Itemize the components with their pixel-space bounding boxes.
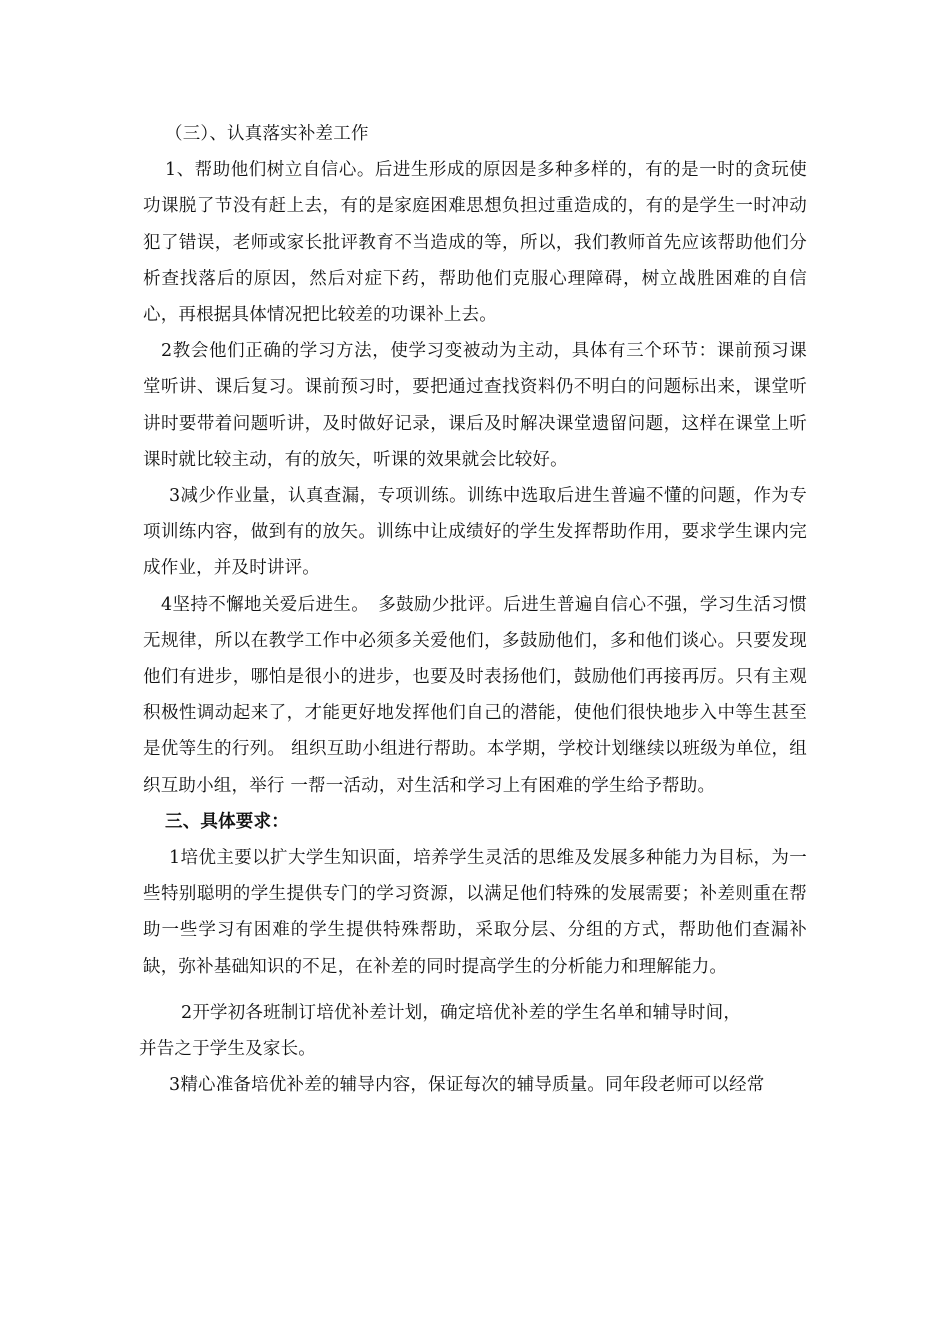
- section-heading: （三）、认真落实补差工作: [165, 124, 369, 144]
- paragraph-requirement-2-line-1: 2开学初各班制订培优补差计划，确定培优补差的学生名单和辅导时间，: [181, 1002, 742, 1023]
- paragraph-requirement-3: 3精心准备培优补差的辅导内容，保证每次的辅导质量。同年段老师可以经常: [169, 1075, 765, 1096]
- document-body: [139, 116, 807, 1103]
- main-heading: 三、具体要求：: [165, 811, 289, 832]
- paragraph-requirement-1: 1培优主要以扩大学生知识面，培养学生灵活的思维及发展多种能力为目标，为一些特别聪明的学生提供专门的学习资源，以满足他们特殊的发展需要；补差则重在帮助一些学习有困难的学生提供特殊帮助，采取分层、分组的方式，帮助他们查漏补缺，弥补基础知识的不足，在补差的同时提高学生的分析能力和理解能力。: [143, 848, 807, 977]
- paragraph-care-students: 4坚持不懈地关爱后进生。 多鼓励少批评。后进生普遍自信心不强，学习生活习惯无规律，所以在教学工作中必须多关爱他们，多鼓励他们，多和他们谈心。只要发现他们有进步，哪怕是很小的进步，也要及时表扬他们，鼓励他们再接再厉。只有主观积极性调动起来了，才能更好地发挥他们自己的潜能，使他们很快地步入中等生甚至是优等生的行列。 组织互助小组进行帮助。本学期，学校计划继续以班级为单位，组织互助小组，举行 一帮一活动，对生活和学习上有困难的学生给予帮助。: [143, 594, 807, 796]
- paragraph-build-confidence: 1、帮助他们树立自信心。后进生形成的原因是多种多样的，有的是一时的贪玩使功课脱了节没有赶上去，有的是家庭困难思想负担过重造成的，有的是学生一时冲动犯了错误，老师或家长批评教育不当造成的等，所以，我们教师首先应该帮助他们分析查找落后的原因，然后对症下药，帮助他们克服心理障碍，树立战胜困难的自信心，再根据具体情况把比较差的功课补上去。: [143, 160, 807, 326]
- paragraph-reduce-homework: 3减少作业量，认真查漏，专项训练。训练中选取后进生普遍不懂的问题，作为专项训练内容，做到有的放矢。训练中让成绩好的学生发挥帮助作用，要求学生课内完成作业，并及时讲评。: [143, 486, 807, 579]
- paragraph-requirement-2-line-2: 并告之于学生及家长。: [139, 1039, 316, 1060]
- paragraph-learning-methods: 2教会他们正确的学习方法，使学习变被动为主动，具体有三个环节：课前预习课堂听讲、课后复习。课前预习时，要把通过查找资料仍不明白的问题标出来，课堂听讲时要带着问题听讲，及时做好记录，课后及时解决课堂遗留问题，这样在课堂上听课时就比较主动，有的放矢，听课的效果就会比较好。: [143, 341, 807, 470]
